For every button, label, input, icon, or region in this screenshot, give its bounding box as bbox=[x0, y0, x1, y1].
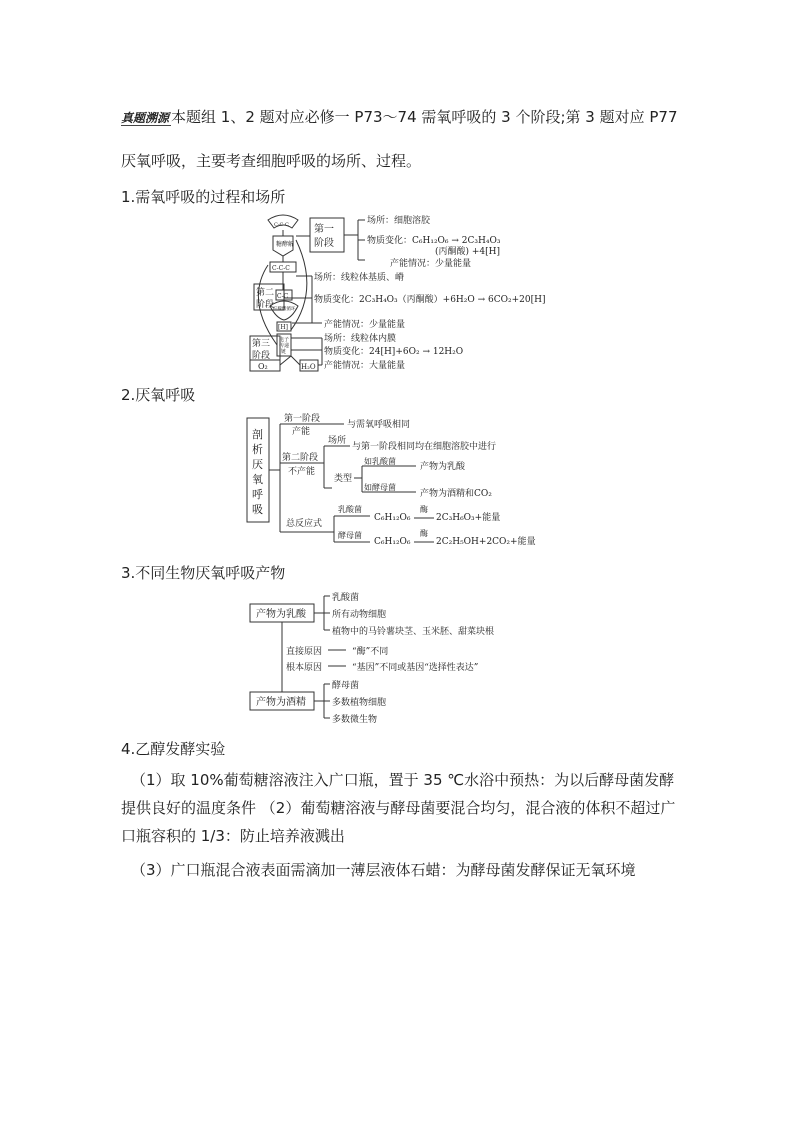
section-title-4: 4.乙醇发酵实验 bbox=[121, 740, 226, 758]
lactic-item-1: 乳酸菌 bbox=[332, 593, 360, 603]
svg-text:C-C-C: C-C-C bbox=[274, 222, 289, 228]
anaerobic-yeast-org: 如酵母菌 bbox=[364, 483, 396, 492]
root-char-4: 氧 bbox=[252, 473, 263, 486]
stage3-material: 物质变化：24[H]+6O₂ → 12H₂O bbox=[324, 347, 464, 357]
acetyl-c2: C-C bbox=[277, 293, 289, 300]
root-cause-result: “基因”不同或基因“选择性表达” bbox=[352, 663, 479, 673]
source-tag: 真题溯源 bbox=[121, 111, 170, 125]
stage3-label-b: 阶段 bbox=[252, 351, 271, 361]
eq2-enzyme: 酶 bbox=[420, 529, 428, 538]
anaerobic-no-produce: 不产能 bbox=[288, 467, 316, 477]
products-diagram bbox=[246, 588, 566, 728]
root-char-5: 呼 bbox=[252, 488, 263, 501]
stage3-label-a: 第三 bbox=[252, 339, 271, 349]
root-cause: 根本原因 bbox=[286, 663, 323, 673]
anaerobic-site-result: 与第一阶段相同均在细胞溶胶中进行 bbox=[352, 442, 497, 452]
svg-text:链: 链 bbox=[281, 349, 287, 355]
stage1-material-2: (丙酮酸) +4[H] bbox=[435, 247, 501, 257]
stage2-label-a: 第二 bbox=[256, 288, 275, 298]
alcohol-item-2: 多数植物细胞 bbox=[332, 698, 387, 708]
intro-line-2: 厌氧呼吸，主要考查细胞呼吸的场所、过程。 bbox=[121, 152, 422, 170]
glycolysis-label: 糖酵解 bbox=[276, 241, 295, 248]
root-char-2: 析 bbox=[252, 443, 263, 456]
anaerobic-diagram bbox=[244, 408, 564, 550]
anaerobic-yeast-result: 产物为酒精和CO₂ bbox=[420, 489, 492, 499]
stage2-energy: 产能情况：少量能量 bbox=[324, 320, 406, 330]
anaerobic-lactic-result: 产物为乳酸 bbox=[420, 462, 466, 472]
stage3-site: 场所：线粒体内膜 bbox=[324, 334, 397, 344]
eq1-enzyme: 酶 bbox=[420, 505, 428, 514]
eq2-right: 2C₂H₅OH+2CO₂+能量 bbox=[436, 537, 536, 547]
stage1-label-b: 阶段 bbox=[314, 238, 334, 249]
intro-line-1 bbox=[121, 107, 701, 128]
eq1-organism: 乳酸菌 bbox=[338, 505, 362, 514]
stage1-material: 物质变化：C₆H₁₂O₆ → 2C₃H₄O₃ bbox=[367, 236, 501, 246]
eq2-organism: 酵母菌 bbox=[338, 531, 362, 540]
pyruvate-c3: C-C-C bbox=[272, 265, 290, 272]
h-label: [H] bbox=[278, 324, 288, 331]
stage1-site: 场所：细胞溶胶 bbox=[367, 216, 431, 226]
anaerobic-total: 总反应式 bbox=[286, 519, 323, 529]
section-title-1: 1.需氧呼吸的过程和场所 bbox=[121, 188, 286, 206]
alcohol-item-1: 酵母菌 bbox=[332, 681, 360, 691]
root-char-3: 厌 bbox=[252, 458, 263, 471]
krebs-label: 柠檬酸循环 bbox=[273, 307, 296, 312]
anaerobic-stage1-result: 与需氧呼吸相同 bbox=[347, 420, 411, 430]
direct-cause: 直接原因 bbox=[286, 647, 323, 657]
anaerobic-site: 场所 bbox=[328, 436, 347, 446]
stage2-material: 物质变化：2C₃H₄O₃（丙酮酸）+6H₂O → 6CO₂+20[H] bbox=[314, 295, 546, 305]
lactic-item-2: 所有动物细胞 bbox=[332, 610, 387, 620]
anaerobic-lactic-org: 如乳酸菌 bbox=[364, 457, 396, 466]
svg-text:传递: 传递 bbox=[279, 343, 290, 349]
anaerobic-type: 类型 bbox=[334, 474, 353, 484]
stage2-site: 场所：线粒体基质、嵴 bbox=[314, 273, 405, 283]
lactic-product-box: 产物为乳酸 bbox=[256, 609, 306, 620]
stage1-label-a: 第一 bbox=[314, 224, 334, 235]
h2o-label: H₂O bbox=[301, 363, 316, 371]
section-title-2: 2.厌氧呼吸 bbox=[121, 386, 196, 404]
stage1-energy: 产能情况：少量能量 bbox=[390, 259, 472, 269]
o2-label: O₂ bbox=[258, 362, 268, 371]
eq1-left: C₆H₁₂O₆ bbox=[374, 513, 411, 523]
stage3-energy: 产能情况：大量能量 bbox=[324, 361, 406, 371]
etc-label-1: 电子 bbox=[279, 337, 290, 343]
root-char-1: 剖 bbox=[252, 428, 263, 441]
experiment-paragraph-1: （1）取 10%葡萄糖溶液注入广口瓶，置于 35 ℃水浴中预热：为以后酵母菌发酵提供良好的温度条件 （2）葡萄糖溶液与酵母菌要混合均匀，混合液的体积不超过广口瓶容积的 1/3：防止培养液溅出 bbox=[121, 771, 676, 845]
alcohol-product-box: 产物为酒精 bbox=[256, 697, 306, 708]
anaerobic-produce: 产能 bbox=[292, 427, 311, 437]
aerobic-diagram bbox=[240, 210, 570, 375]
intro-text-1: 本题组 1、2 题对应必修一 P73～74 需氧呼吸的 3 个阶段;第 3 题对应 P77 bbox=[171, 108, 678, 126]
anaerobic-stage1: 第一阶段 bbox=[284, 414, 321, 424]
eq2-left: C₆H₁₂O₆ bbox=[374, 537, 411, 547]
lactic-item-3: 植物中的马铃薯块茎、玉米胚、甜菜块根 bbox=[332, 627, 495, 637]
root-char-6: 吸 bbox=[252, 503, 263, 516]
eq1-right: 2C₃H₆O₃+能量 bbox=[436, 513, 501, 523]
direct-cause-result: “酶”不同 bbox=[352, 647, 389, 657]
alcohol-item-3: 多数微生物 bbox=[332, 715, 378, 725]
section-title-3: 3.不同生物厌氧呼吸产物 bbox=[121, 564, 286, 582]
anaerobic-stage2: 第二阶段 bbox=[282, 453, 319, 463]
stage2-label-b: 阶段 bbox=[256, 300, 275, 310]
experiment-paragraph-2: （3）广口瓶混合液表面需滴加一薄层液体石蜡：为酵母菌发酵保证无氧环境 bbox=[131, 861, 636, 879]
